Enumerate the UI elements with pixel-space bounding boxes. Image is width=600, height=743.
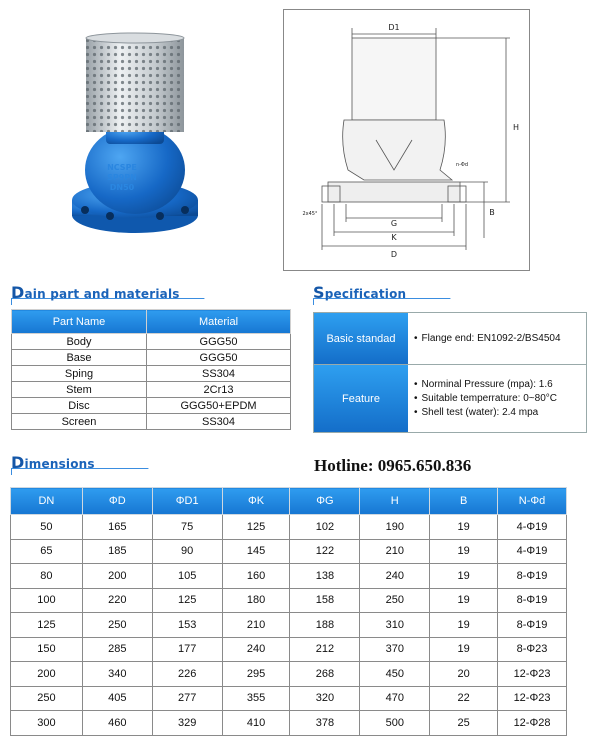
table-cell: 4-Φ19 <box>498 515 567 540</box>
table-cell: 150 <box>11 637 83 662</box>
table-cell: 300 <box>11 711 83 736</box>
table-cell: 160 <box>222 564 290 589</box>
table-cell: 8-Φ19 <box>498 564 567 589</box>
table-cell: 240 <box>360 564 430 589</box>
part-name-cell: Body <box>12 334 147 350</box>
table-cell: 188 <box>290 613 360 638</box>
table-header-row <box>11 488 567 515</box>
table-cell: 125 <box>222 515 290 540</box>
table-row <box>12 366 291 382</box>
table-cell: 210 <box>360 539 430 564</box>
table-cell: 165 <box>82 515 152 540</box>
table-cell: 200 <box>82 564 152 589</box>
table-cell: 8-Φ19 <box>498 588 567 613</box>
table-cell: 12-Φ28 <box>498 711 567 736</box>
table-cell: 285 <box>82 637 152 662</box>
column-header: ΦD <box>82 488 152 515</box>
drawing-label-g: G <box>390 219 398 228</box>
table-row <box>12 414 291 430</box>
materials-header-part: Part Name <box>12 310 147 334</box>
svg-text:SP9PN: SP9PN <box>107 173 137 182</box>
table-cell: 370 <box>360 637 430 662</box>
drawing-label-chamfer: 2x45° <box>302 211 318 217</box>
foot-valve-photo <box>70 30 200 260</box>
table-cell: 12-Φ23 <box>498 662 567 687</box>
table-cell: 220 <box>82 588 152 613</box>
table-cell: 212 <box>290 637 360 662</box>
table-cell: 153 <box>152 613 222 638</box>
table-cell: 19 <box>430 515 498 540</box>
spec-basic-item: • Flange end: EN1092-2/BS4504 <box>414 333 586 344</box>
dimensions-section-header: Dimensions <box>11 455 147 475</box>
dimensions-table <box>10 487 567 736</box>
svg-text:DN50: DN50 <box>109 183 135 192</box>
table-cell: 250 <box>360 588 430 613</box>
table-cell: 22 <box>430 686 498 711</box>
spec-label-feature: Feature <box>314 365 408 432</box>
table-cell: 125 <box>152 588 222 613</box>
column-header: H <box>360 488 430 515</box>
drawing-label-h: H <box>512 123 520 132</box>
table-cell: 90 <box>152 539 222 564</box>
table-cell: 65 <box>11 539 83 564</box>
table-cell: 295 <box>222 662 290 687</box>
table-cell: 180 <box>222 588 290 613</box>
table-cell: 355 <box>222 686 290 711</box>
specification-panel <box>313 312 587 433</box>
material-cell: 2Cr13 <box>147 382 291 398</box>
table-cell: 177 <box>152 637 222 662</box>
drawing-label-k: K <box>391 233 397 242</box>
table-cell: 450 <box>360 662 430 687</box>
table-cell: 405 <box>82 686 152 711</box>
hotline-text: Hotline: 0965.650.836 <box>314 456 472 475</box>
table-cell: 200 <box>11 662 83 687</box>
part-name-cell: Disc <box>12 398 147 414</box>
drawing-label-b: B <box>489 208 495 217</box>
table-cell: 190 <box>360 515 430 540</box>
table-row <box>11 686 567 711</box>
table-cell: 340 <box>82 662 152 687</box>
specification-section-header: Specification <box>313 285 449 305</box>
table-row <box>11 539 567 564</box>
table-cell: 122 <box>290 539 360 564</box>
table-cell: 19 <box>430 637 498 662</box>
technical-drawing <box>283 9 530 271</box>
spec-feature-item: • Norminal Pressure (mpa): 1.6 <box>414 379 586 390</box>
table-row <box>11 588 567 613</box>
column-header: ΦD1 <box>152 488 222 515</box>
table-cell: 158 <box>290 588 360 613</box>
table-cell: 102 <box>290 515 360 540</box>
material-cell: SS304 <box>147 366 291 382</box>
column-header: ΦK <box>222 488 290 515</box>
part-name-cell: Screen <box>12 414 147 430</box>
spec-feature-item: • Shell test (water): 2.4 mpa <box>414 407 586 418</box>
svg-text:NCSPE: NCSPE <box>107 163 137 172</box>
table-row <box>12 334 291 350</box>
table-row <box>11 662 567 687</box>
table-cell: 460 <box>82 711 152 736</box>
table-row <box>11 637 567 662</box>
table-cell: 240 <box>222 637 290 662</box>
table-cell: 75 <box>152 515 222 540</box>
column-header: B <box>430 488 498 515</box>
table-row <box>11 564 567 589</box>
table-cell: 12-Φ23 <box>498 686 567 711</box>
table-row <box>12 382 291 398</box>
table-cell: 50 <box>11 515 83 540</box>
table-cell: 250 <box>11 686 83 711</box>
table-cell: 210 <box>222 613 290 638</box>
table-cell: 19 <box>430 539 498 564</box>
table-row <box>12 398 291 414</box>
drawing-label-d1: D1 <box>388 23 400 32</box>
spec-row-feature <box>314 365 586 432</box>
table-cell: 277 <box>152 686 222 711</box>
table-cell: 19 <box>430 564 498 589</box>
table-cell: 100 <box>11 588 83 613</box>
body-lettering <box>107 163 137 192</box>
table-cell: 500 <box>360 711 430 736</box>
material-cell: GGG50+EPDM <box>147 398 291 414</box>
column-header: DN <box>11 488 83 515</box>
table-row <box>11 613 567 638</box>
material-cell: GGG50 <box>147 334 291 350</box>
part-name-cell: Stem <box>12 382 147 398</box>
section-drawing <box>284 10 531 272</box>
drawing-label-nphid: n-Φd <box>455 162 469 168</box>
table-cell: 4-Φ19 <box>498 539 567 564</box>
table-cell: 20 <box>430 662 498 687</box>
table-cell: 80 <box>11 564 83 589</box>
table-cell: 378 <box>290 711 360 736</box>
table-cell: 410 <box>222 711 290 736</box>
table-cell: 138 <box>290 564 360 589</box>
part-name-cell: Base <box>12 350 147 366</box>
part-name-cell: Sping <box>12 366 147 382</box>
table-cell: 250 <box>82 613 152 638</box>
table-cell: 125 <box>11 613 83 638</box>
column-header: ΦG <box>290 488 360 515</box>
spec-label-basic: Basic standad <box>314 313 408 364</box>
table-cell: 268 <box>290 662 360 687</box>
materials-table <box>11 309 291 430</box>
table-cell: 19 <box>430 588 498 613</box>
materials-section-header: Dain part and materials <box>11 285 203 305</box>
table-row <box>12 350 291 366</box>
table-cell: 320 <box>290 686 360 711</box>
table-cell: 8-Φ19 <box>498 613 567 638</box>
table-cell: 19 <box>430 613 498 638</box>
table-cell: 105 <box>152 564 222 589</box>
materials-header-material: Material <box>147 310 291 334</box>
material-cell: SS304 <box>147 414 291 430</box>
table-cell: 226 <box>152 662 222 687</box>
table-cell: 329 <box>152 711 222 736</box>
table-cell: 25 <box>430 711 498 736</box>
table-cell: 470 <box>360 686 430 711</box>
spec-row-basic <box>314 313 586 365</box>
material-cell: GGG50 <box>147 350 291 366</box>
table-cell: 8-Φ23 <box>498 637 567 662</box>
table-cell: 310 <box>360 613 430 638</box>
column-header: N-Φd <box>498 488 567 515</box>
spec-feature-item: • Suitable temperrature: 0~80°C <box>414 393 586 404</box>
table-cell: 145 <box>222 539 290 564</box>
table-row <box>11 515 567 540</box>
table-row <box>11 711 567 736</box>
drawing-label-d: D <box>390 250 398 259</box>
table-cell: 185 <box>82 539 152 564</box>
